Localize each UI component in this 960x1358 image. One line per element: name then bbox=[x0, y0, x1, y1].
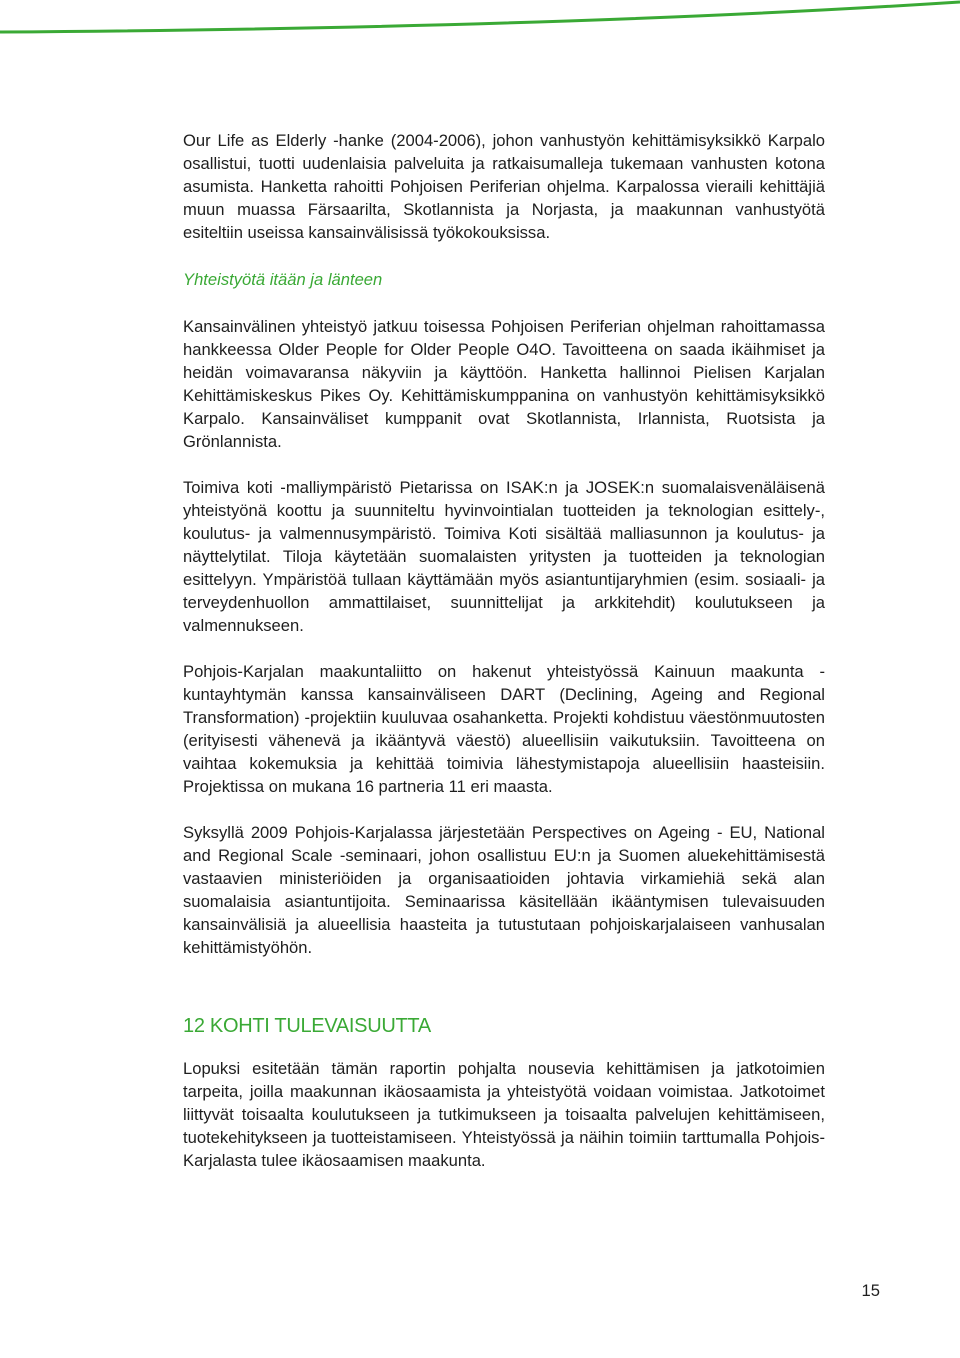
paragraph-perspectives-seminar: Syksyllä 2009 Pohjois-Karjalassa järjestetään Perspectives on Ageing - EU, National and Regional Scale -seminaari, johon osallistuu EU:n ja Suomen aluekehittämisestä vastaavien ministeriöiden ja organisaatioiden johtavia virkamiehiä sekä alan suomalaisia asiantuntijoita. Seminaarissa käsitellään ikääntymisen tulevaisuuden kansainvälisiä ja alueellisia haasteita ja tutustutaan pohjoiskarjalaiseen vanhusalan kehittämistyöhön. bbox=[183, 823, 825, 957]
paragraph-dart-project: Pohjois-Karjalan maakuntaliitto on hakenut yhteistyössä Kainuun maakunta - kuntayhtymän kanssa kansainväliseen DART (Declining, Ageing and Regional Transformation) -projektiin kuuluvaa osahanketta. Projekti kohdistuu väestönmuutosten (erityisesti vähenevä ja ikääntyvä väestö) alueellisiin vaikutuksiin. Tavoitteena on vaihtaa kokemuksia ja kehittää toimivia lähestymistapoja alueellisiin haasteisiin. Projektissa on mukana 16 partneria 11 eri maasta. bbox=[183, 662, 825, 796]
section-subtitle: Yhteistyötä itään ja länteen bbox=[183, 270, 383, 289]
paragraph-our-life-as-elderly: Our Life as Elderly -hanke (2004-2006), johon vanhustyön kehittämisyksikkö Karpalo osallistui, tuotti uudenlaisia palveluita ja ratkaisumalleja tukemaan vanhusten kotona asumista. Hanketta rahoitti Pohjoisen Periferian ohjelma. Karpalossa vieraili kehittäjiä muun muassa Färsaarilta, Skotlannista ja Norjasta, ja maakunnan vanhustyötä esiteltiin useissa kansainvälisissä työkokouksissa. bbox=[183, 131, 825, 242]
paragraph-conclusion: Lopuksi esitetään tämän raportin pohjalta nousevia kehittämisen ja jatkotoimien tarpeita, joilla maakunnan ikäosaamista ja yhteistyötä voidaan voimistaa. Jatkotoimet liittyvät toisaalta koulutukseen ja tutkimukseen ja toisaalta palvelujen kehittämiseen, tuotekehitykseen ja tuotteistamiseen. Yhteistyössä ja näihin toimiin tarttumalla Pohjois-Karjalasta tulee ikäosaamisen maakunta. bbox=[183, 1059, 825, 1170]
paragraph-o4o-project: Kansainvälinen yhteistyö jatkuu toisessa Pohjoisen Periferian ohjelman rahoittamassa hankkeessa Older People for Older People O4O. Tavoitteena on saada ikäihmiset ja heidän voimavaransa näkyviin ja käyttöön. Hanketta hallinnoi Pielisen Karjalan Kehittämiskeskus Pikes Oy. Kehittämiskumppanina on vanhustyön kehittämisyksikkö Karpalo. Kansainväliset kumppanit ovat Skotlannista, Irlannista, Ruotsista ja Grönlannista. bbox=[183, 317, 825, 451]
chapter-heading: 12 KOHTI TULEVAISUUTTA bbox=[183, 1015, 431, 1037]
page-content bbox=[183, 129, 825, 1172]
top-green-rule bbox=[0, 0, 960, 34]
page-number: 15 bbox=[861, 1281, 880, 1300]
paragraph-toimiva-koti: Toimiva koti -malliympäristö Pietarissa on ISAK:n ja JOSEK:n suomalaisvenäläisenä yhteistyönä koottu ja suunniteltu hyvinvointialan tuotteiden ja teknologian esittely-, koulutus- ja valmennusympäristö. Toimiva Koti sisältää malliasunnon ja koulutus- ja näyttelytilat. Tiloja käytetään suomalaisten yritysten ja tuotteiden ja teknologian esittelyyn. Ympäristöä tullaan käyttämään myös asiantuntijaryhmien (esim. sosiaali- ja terveydenhuollon ammattilaiset, suunnittelijat ja arkkitehdit) koulutukseen ja valmennukseen. bbox=[183, 478, 825, 635]
